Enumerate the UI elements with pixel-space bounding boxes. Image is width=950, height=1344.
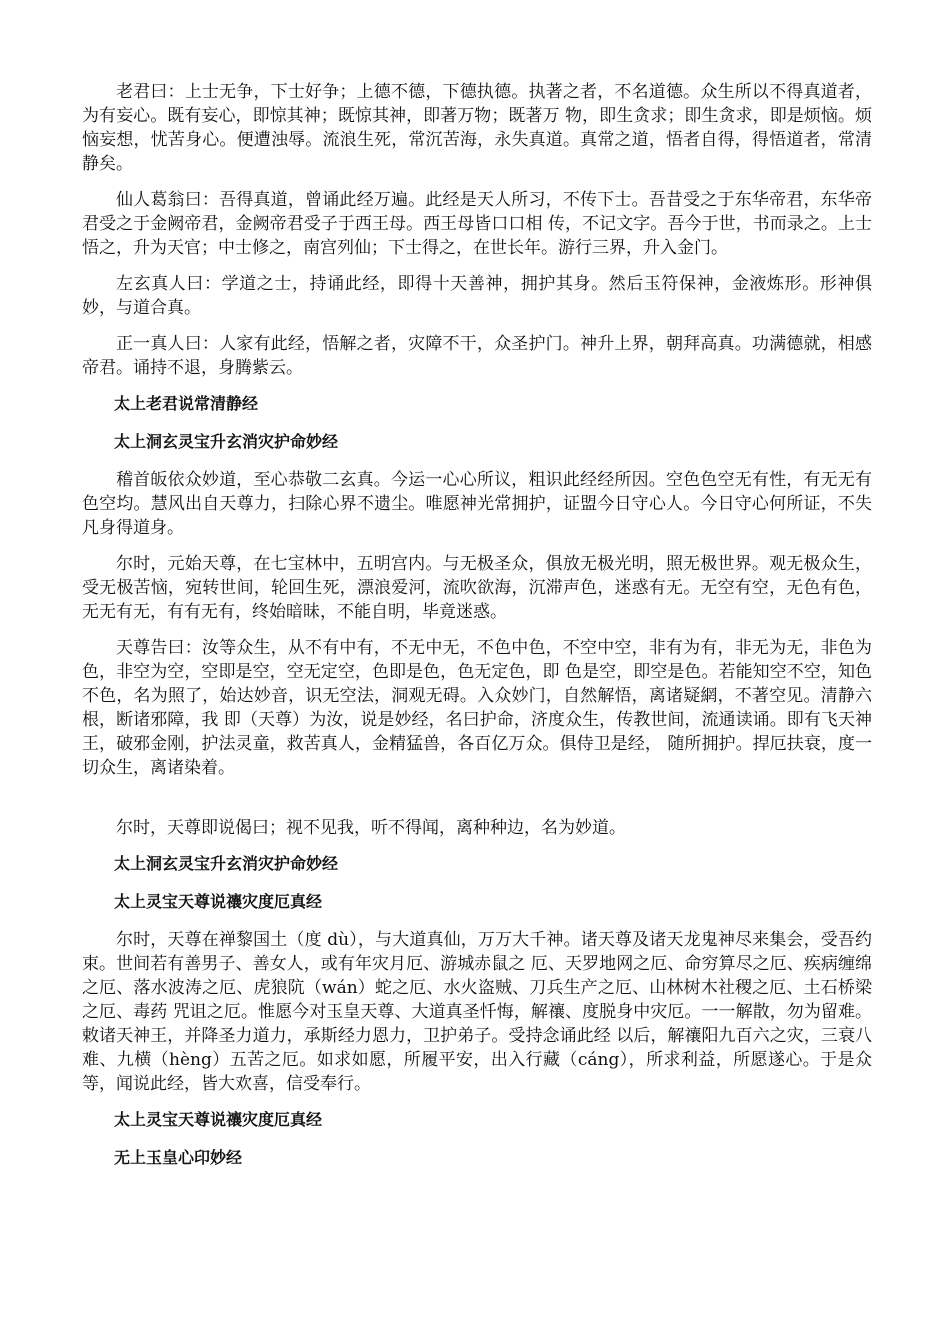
paragraph: 老君曰：上士无争，下士好争；上德不德，下德执德。执著之者，不名道德。众生所以不得真道者，为有妄心。既有妄心，即惊其神；既惊其神，即著万物；既著万 物，即生贪求；即生贪求，即是烦恼。烦恼妄想，忧苦身心。便遭浊辱。流浪生死，常沉苦海，永失真道。真常之道，悟者自得，得悟道者，常清静矣。 [82, 82, 872, 174]
paragraph: 正一真人曰：人家有此经，悟解之者，灾障不干，众圣护门。神升上界，朝拜高真。功满德就，相感帝君。诵持不退，身腾紫云。 [82, 334, 872, 378]
section-heading: 无上玉皇心印妙经 [114, 1148, 243, 1167]
paragraph: 尔时，天尊在禅黎国土（度 dù），与大道真仙，万万大千神。诸天尊及诸天龙鬼神尽来集会，受吾约束。世间若有善男子、善女人，或有年灾月厄、游城赤鼠之 厄、天罗地网之厄、命穷算尽之厄、疾病缠绵之厄、落水波涛之厄、虎狼阬（wán）蛇之厄、水火盗贼、刀兵生产之厄、山林树木社稷之厄、土石桥梁之厄、毒药 咒诅之厄。惟愿今对玉皇天尊、大道真圣忏悔，解禳、度脱身中灾厄。一一解散，勿为留难。敕诸天神王，并降圣力道力，承斯经力恩力，卫护弟子。受持念诵此经 以后，解禳阳九百六之灾，三衰八难、九横（hèng）五苦之厄。如求如愿，所履平安，出入行藏（cáng），所求利益，所愿遂心。于是众等，闻说此经，皆大欢喜，信受奉行。 [82, 930, 872, 1094]
section-heading: 太上老君说常清静经 [114, 394, 259, 413]
document-page [82, 80, 872, 1184]
paragraph: 稽首皈依众妙道，至心恭敬二玄真。今运一心心所议，粗识此经经所因。空色色空无有性，有无无有色空均。慧风出自天尊力，扫除心界不遗尘。唯愿神光常拥护，证盟今日守心人。今日守心何所证，不失凡身得道身。 [82, 470, 872, 538]
blank-spacer [82, 792, 872, 816]
paragraph: 尔时，天尊即说偈曰；视不见我，听不得闻，离种种边，名为妙道。 [116, 818, 626, 838]
section-heading: 太上灵宝天尊说禳灾度厄真经 [114, 892, 323, 911]
section-heading: 太上洞玄灵宝升玄消灾护命妙经 [114, 432, 339, 451]
section-heading: 太上灵宝天尊说禳灾度厄真经 [114, 1110, 323, 1129]
paragraph: 天尊告曰：汝等众生，从不有中有，不无中无，不色中色，不空中空，非有为有，非无为无，非色为色，非空为空，空即是空，空无定空，色即是色，色无定色，即 色是空，即空是色。若能知空不空，知色不色，名为照了，始达妙音，识无空法，洞观无碍。入众妙门，自然解悟，离诸疑網，不著空见。清静六根，断诸邪障，我 即（天尊）为汝，说是妙经，名曰护命，济度众生，传教世间，流通读诵。即有飞天神王，破邪金刚，护法灵童，救苦真人，金精猛兽，各百亿万众。俱侍卫是经， 随所拥护。捍厄扶衰，度一切众生，离诸染着。 [82, 638, 872, 778]
section-heading: 太上洞玄灵宝升玄消灾护命妙经 [114, 854, 339, 873]
paragraph: 仙人葛翁曰：吾得真道，曾诵此经万遍。此经是天人所习，不传下士。吾昔受之于东华帝君，东华帝君受之于金阙帝君，金阙帝君受子于西王母。西王母皆口口相 传，不记文字。吾今于世，书而录之。上士悟之，升为天官；中士修之，南宫列仙；下士得之，在世长年。游行三界，升入金门。 [82, 190, 872, 258]
paragraph: 左玄真人曰：学道之士，持诵此经，即得十天善神，拥护其身。然后玉符保神，金液炼形。形神俱妙，与道合真。 [82, 274, 872, 318]
paragraph: 尔时，元始天尊，在七宝林中，五明宫内。与无极圣众，俱放无极光明，照无极世界。观无极众生，受无极苦恼，宛转世间，轮回生死，漂浪爱河，流吹欲海，沉滞声色，迷惑有无。无空有空，无色有色，无无有无，有有无有，终始暗昧，不能自明，毕竟迷惑。 [82, 554, 872, 622]
